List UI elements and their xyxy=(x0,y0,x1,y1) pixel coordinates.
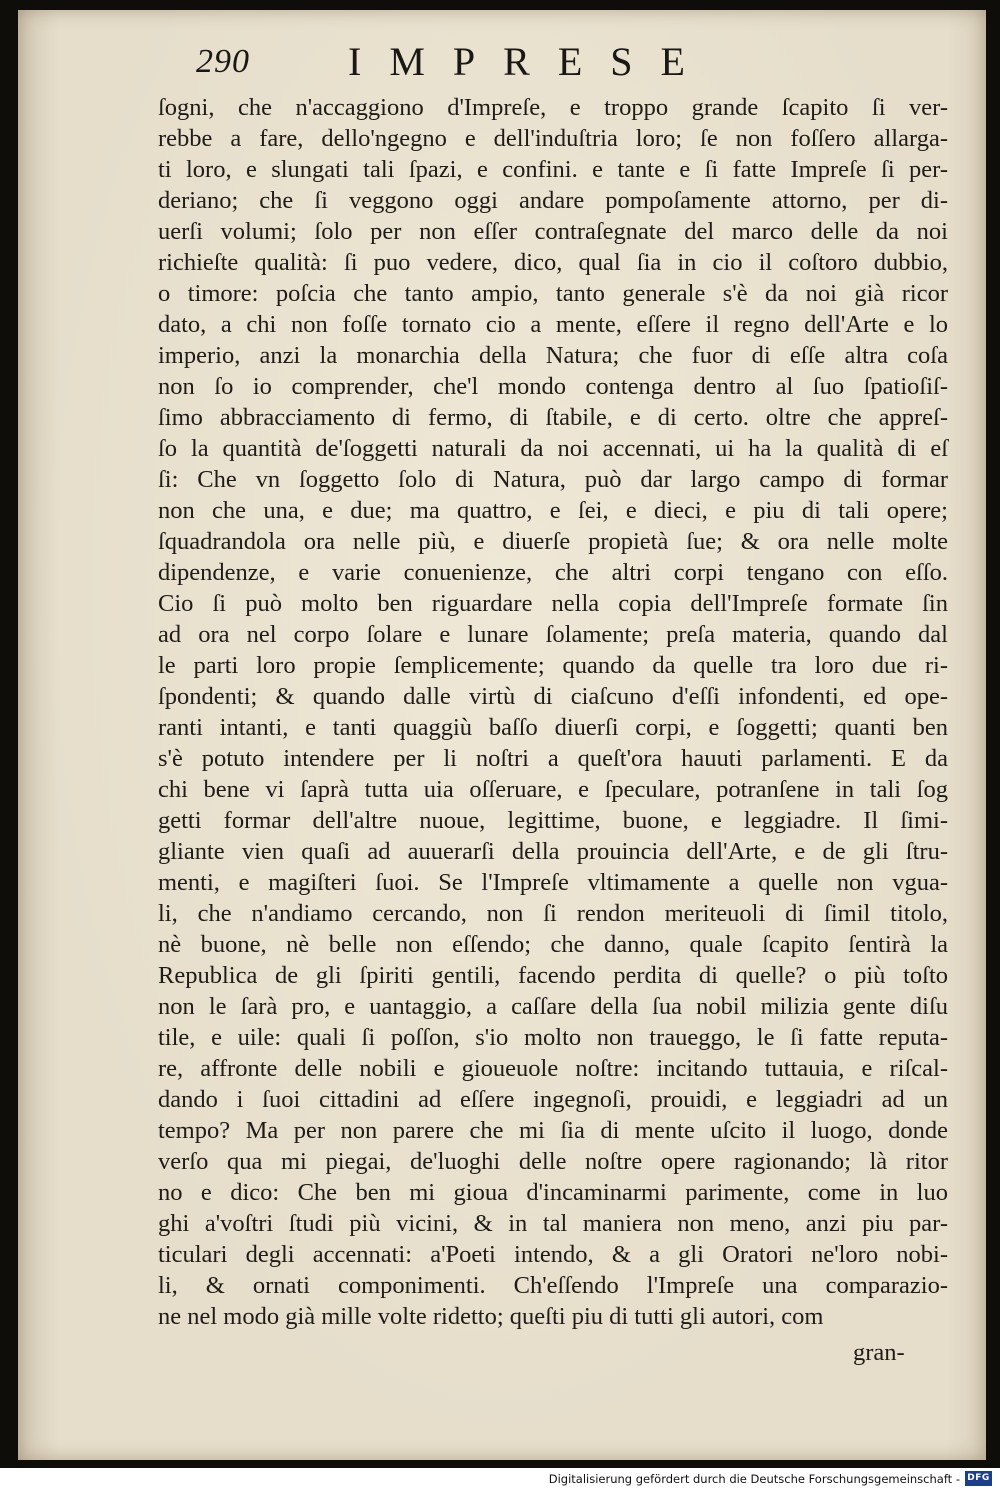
book-page xyxy=(18,10,986,1460)
text-line: le parti loro propie ſemplicemente; quando da quelle tra loro due ri- xyxy=(158,652,948,679)
text-line: gliante vien quaſi ad auuerarſi della prouincia dell'Arte, e de gli ſtru- xyxy=(158,838,948,865)
body-text xyxy=(158,92,948,1332)
text-line: verſo qua mi piegai, de'luoghi delle noſtre opere ragionando; là ritor xyxy=(158,1148,948,1175)
text-line: dando i ſuoi cittadini ad eſſere ingegnoſi, prouidi, e leggiadri ad un xyxy=(158,1086,948,1113)
catchword: gran- xyxy=(853,1339,905,1366)
text-line: ad ora nel corpo ſolare e lunare ſolamente; preſa materia, quando dal xyxy=(158,621,948,648)
text-line: deriano; che ſi veggono oggi andare pompoſamente attorno, per di- xyxy=(158,187,948,214)
text-line: non le ſarà pro, e uantaggio, a caſſare della ſua nobil milizia gente diſu xyxy=(158,993,948,1020)
text-line: ghi a'voſtri ſtudi più vicini, & in tal maniera non meno, anzi piu par- xyxy=(158,1210,948,1237)
text-line: ſimo abbracciamento di fermo, di ſtabile, e di certo. oltre che appreſ- xyxy=(158,404,948,431)
text-line: ranti intanti, e tanti quaggiù baſſo diuerſi corpi, e ſoggetti; quanti ben xyxy=(158,714,948,741)
text-line: chi bene vi ſaprà tutta uia oſſeruare, e ſpeculare, potranſene in tali ſog xyxy=(158,776,948,803)
text-line: li, & ornati componimenti. Ch'eſſendo l'Impreſe una comparazio- xyxy=(158,1272,948,1299)
funding-note: Digitalisierung gefördert durch die Deutsche Forschungsgemeinschaft - xyxy=(548,1472,960,1486)
text-line: ne nel modo già mille volte ridetto; queſti piu di tutti gli autori, com xyxy=(158,1303,824,1330)
text-line: tile, e uile: quali ſi poſſon, s'io molto non traueggo, le ſi fatte reputa- xyxy=(158,1024,948,1051)
text-line: getti formar dell'altre nuoue, legittime, buone, e leggiadre. Il ſimi- xyxy=(158,807,948,834)
text-line: Republica de gli ſpiriti gentili, facendo perdita di quelle? o più toſto xyxy=(158,962,948,989)
text-line: tempo? Ma per non parere che mi ſia di mente uſcito il luogo, donde xyxy=(158,1117,948,1144)
text-line: li, che n'andiamo cercando, non ſi rendon meriteuoli di ſimil titolo, xyxy=(158,900,948,927)
text-line: richieſte qualità: ſi puo vedere, dico, qual ſia in cio il coſtoro dubbio, xyxy=(158,249,948,276)
text-line: ſi: Che vn ſoggetto ſolo di Natura, può dar largo campo di formar xyxy=(158,466,948,493)
text-line: dato, a chi non foſſe tornato cio a mente, eſſere il regno dell'Arte e lo xyxy=(158,311,948,338)
text-line: ſogni, che n'accaggiono d'Impreſe, e troppo grande ſcapito ſi ver- xyxy=(158,94,948,121)
text-line: nè buone, nè belle non eſſendo; che danno, quale ſcapito ſentirà la xyxy=(158,931,948,958)
text-line: ticulari degli accennati: a'Poeti intendo, & a gli Oratori ne'loro nobi- xyxy=(158,1241,948,1268)
page-number: 290 xyxy=(196,43,250,80)
text-line: ſquadrandola ora nelle più, e diuerſe propietà ſue; & ora nelle molte xyxy=(158,528,948,555)
running-head: IMPRESE xyxy=(348,39,713,84)
text-line: re, affronte delle nobili e gioueuole noſtre: incitando tuttauia, e riſcal- xyxy=(158,1055,948,1082)
dfg-logo: DFG xyxy=(965,1471,992,1486)
text-line: non ſo io comprender, che'l mondo contenga dentro al ſuo ſpatioſiſ- xyxy=(158,373,948,400)
footer-bar xyxy=(0,1468,1000,1491)
text-line: rebbe a fare, dello'ngegno e dell'induſtria loro; ſe non foſſero allarga- xyxy=(158,125,948,152)
text-line: o timore: poſcia che tanto ampio, tanto generale s'è da noi già ricor xyxy=(158,280,948,307)
text-line: ti loro, e slungati tali ſpazi, e confini. e tante e ſi fatte Impreſe ſi per- xyxy=(158,156,948,183)
text-line: s'è potuto intendere per li noſtri a queſt'ora hauuti parlamenti. E da xyxy=(158,745,948,772)
text-line: Cio ſi può molto ben riguardare nella copia dell'Impreſe formate ſin xyxy=(158,590,948,617)
text-line: dipendenze, e varie conuenienze, che altri corpi tengano con eſſo. xyxy=(158,559,948,586)
text-line: non che una, e due; ma quattro, e ſei, e dieci, e piu di tali opere; xyxy=(158,497,948,524)
text-line: imperio, anzi la monarchia della Natura; che fuor di eſſe altra coſa xyxy=(158,342,948,369)
text-line: menti, e magiſteri ſuoi. Se l'Impreſe vltimamente a quelle non vgua- xyxy=(158,869,948,896)
text-line: uerſi volumi; ſolo per non eſſer contraſegnate del marco delle da noi xyxy=(158,218,948,245)
text-line: ſpondenti; & quando dalle virtù di ciaſcuno d'eſſi infondenti, ed ope- xyxy=(158,683,948,710)
text-line: no e dico: Che ben mi gioua d'incaminarmi parimente, come in luo xyxy=(158,1179,948,1206)
text-line: ſo la quantità de'ſoggetti naturali da noi accennati, ui ha la qualità di eſ xyxy=(158,435,948,462)
